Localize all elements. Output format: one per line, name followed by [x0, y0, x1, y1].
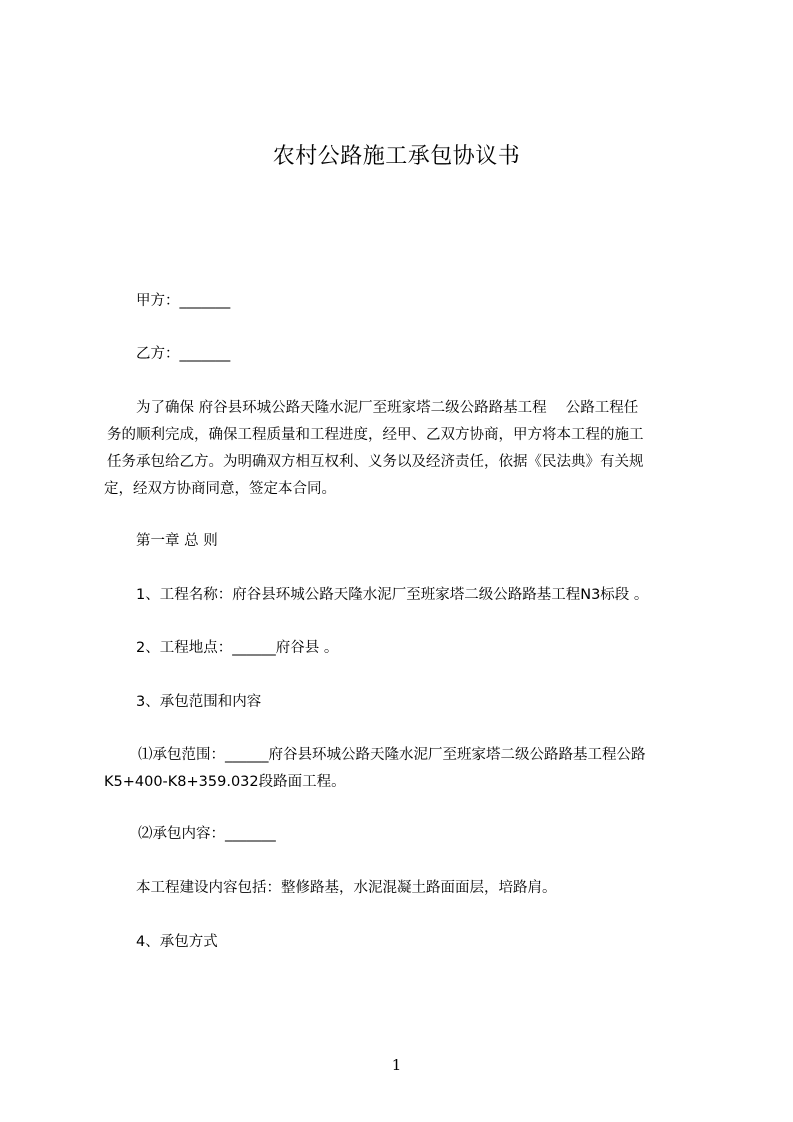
chapter-heading: 第一章 总 则 — [136, 533, 218, 549]
item-project-name: 1、工程名称：府谷县环城公路天隆水泥厂至班家塔二级公路路基工程N3标段 。 — [136, 587, 649, 603]
item-contract-method: 4、承包方式 — [136, 934, 218, 950]
item-project-location: 2、工程地点：______府谷县 。 — [136, 640, 339, 656]
document-title: 农村公路施工承包协议书 — [272, 144, 521, 169]
intro-line: 定，经双方协商同意，签定本合同。 — [104, 481, 336, 497]
item-scope-content: ⑵承包内容：_______ — [138, 826, 276, 842]
intro-line: 务的顺利完成，确保工程质量和工程进度，经甲、乙双方协商，甲方将本工程的施工 — [107, 427, 644, 443]
intro-line: 任务承包给乙方。为明确双方相互权利、义务以及经济责任，依据《民法典》有关规 — [107, 454, 644, 470]
intro-line: 为了确保 府谷县环城公路天隆水泥厂至班家塔二级公路路基工程 公路工程任 — [136, 400, 639, 416]
scope-range-line: ⑴承包范围：______府谷县环城公路天隆水泥厂至班家塔二级公路路基工程公路 — [138, 747, 646, 763]
party-a-line: 甲方：_______ — [136, 293, 231, 309]
item-scope-heading: 3、承包范围和内容 — [136, 694, 262, 710]
party-b-line: 乙方：_______ — [136, 346, 231, 362]
scope-range-line: K5+400-K8+359.032段路面工程。 — [104, 774, 346, 790]
page-number: 1 — [391, 1056, 402, 1074]
construction-content: 本工程建设内容包括：整修路基，水泥混凝土路面面层，培路肩。 — [136, 880, 557, 896]
